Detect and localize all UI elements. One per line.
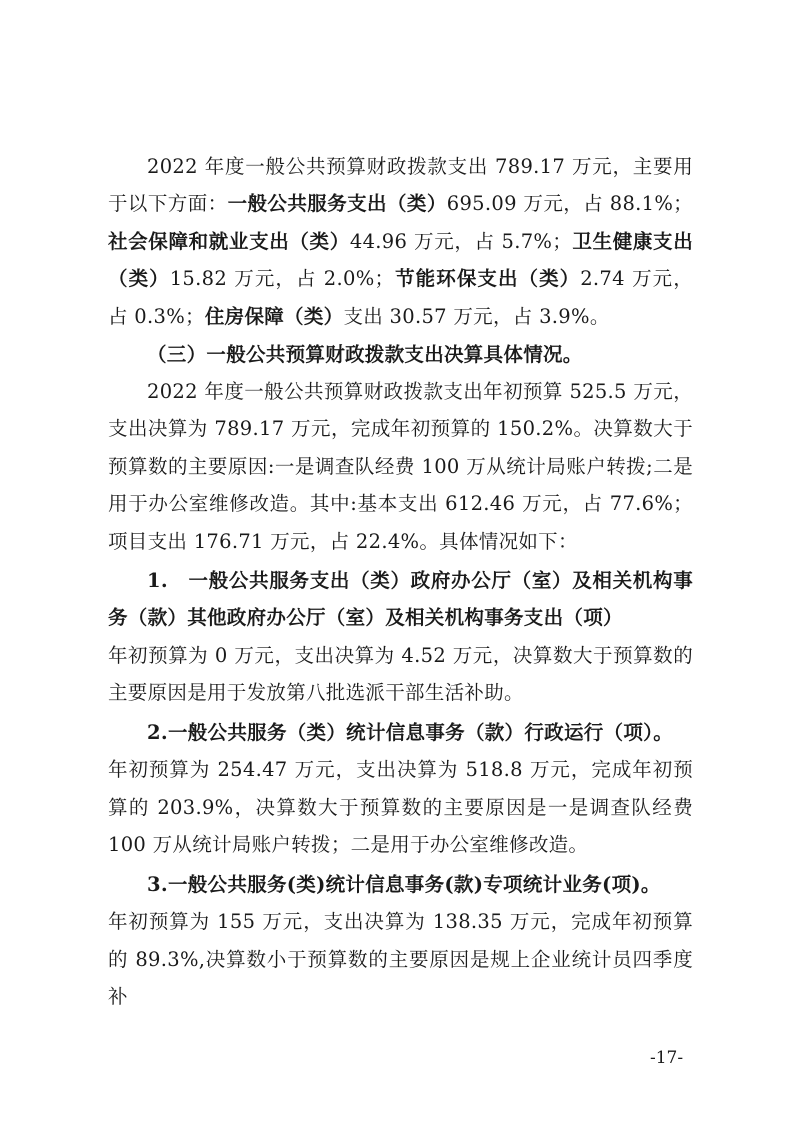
paragraph-budget-detail: 2022 年度一般公共预算财政拨款支出年初预算 525.5 万元，支出决算为 789.17 万元，完成年初预算的 150.2%。决算数大于预算数的主要原因:一是调查队经费 100 万从统计局账户转拨;二是用于办公室维修改造。其中:基本支出 612.46 万元，占 77.6%；项目支出 176.71 万元，占 22.4%。具体情况如下： xyxy=(108,380,693,553)
text-run: 695.09 万元，占 88.1%； xyxy=(446,192,693,216)
paragraph-expenditure-summary xyxy=(108,148,693,335)
item-3-heading: 3.一般公共服务(类)统计信息事务(款)专项统计业务(项)。 xyxy=(147,873,661,896)
item-2-heading: 2.一般公共服务（类）统计信息事务（款）行政运行（项）。 xyxy=(147,721,674,744)
item-1 xyxy=(108,562,693,712)
item-2-body: 年初预算为 254.47 万元，支出决算为 518.8 万元，完成年初预算的 203.9%，决算数大于预算数的主要原因是一是调查队经费 100 万从统计局账户转拨；二是用于办公室维修改造。 xyxy=(108,758,693,857)
bold-category: 一般公共服务支出（类） xyxy=(227,192,447,216)
text-run: 15.82 万元，占 2.0%； xyxy=(169,267,395,291)
text-run: 44.96 万元，占 5.7%； xyxy=(349,229,573,253)
item-3 xyxy=(108,866,693,1016)
bold-category: 节能环保支出（类） xyxy=(394,267,581,291)
bold-category: 社会保障和就业支出（类） xyxy=(108,229,350,253)
text-run: 支出 30.57 万元，占 3.9%。 xyxy=(343,304,610,328)
page-number: -17- xyxy=(650,1048,684,1068)
item-3-body: 年初预算为 155 万元，支出决算为 138.35 万元，完成年初预算的 89.3%,决算数小于预算数的主要原因是规上企业统计员四季度补 xyxy=(108,910,693,1009)
bold-category: 住房保障（类） xyxy=(204,304,344,328)
item-1-body: 年初预算为 0 万元，支出决算为 4.52 万元，决算数大于预算数的主要原因是用于发放第八批选派干部生活补助。 xyxy=(108,643,693,705)
text-run: 2022 年度一般公共预算财政拨款支出 789.17 万元，主要用于以下方面： xyxy=(108,155,693,216)
item-1-heading: 1. 一般公共服务支出（类）政府办公厅（室）及相关机构事务（款）其他政府办公厅（室）及相关机构事务支出（项） xyxy=(108,569,693,630)
item-2 xyxy=(108,714,693,864)
bold-category: 卫生健康支出（类） xyxy=(108,229,693,291)
text-run: 2.74 万元，占 0.3%； xyxy=(108,267,694,328)
section-heading-3: （三）一般公共预算财政拨款支出决算具体情况。 xyxy=(147,343,583,366)
